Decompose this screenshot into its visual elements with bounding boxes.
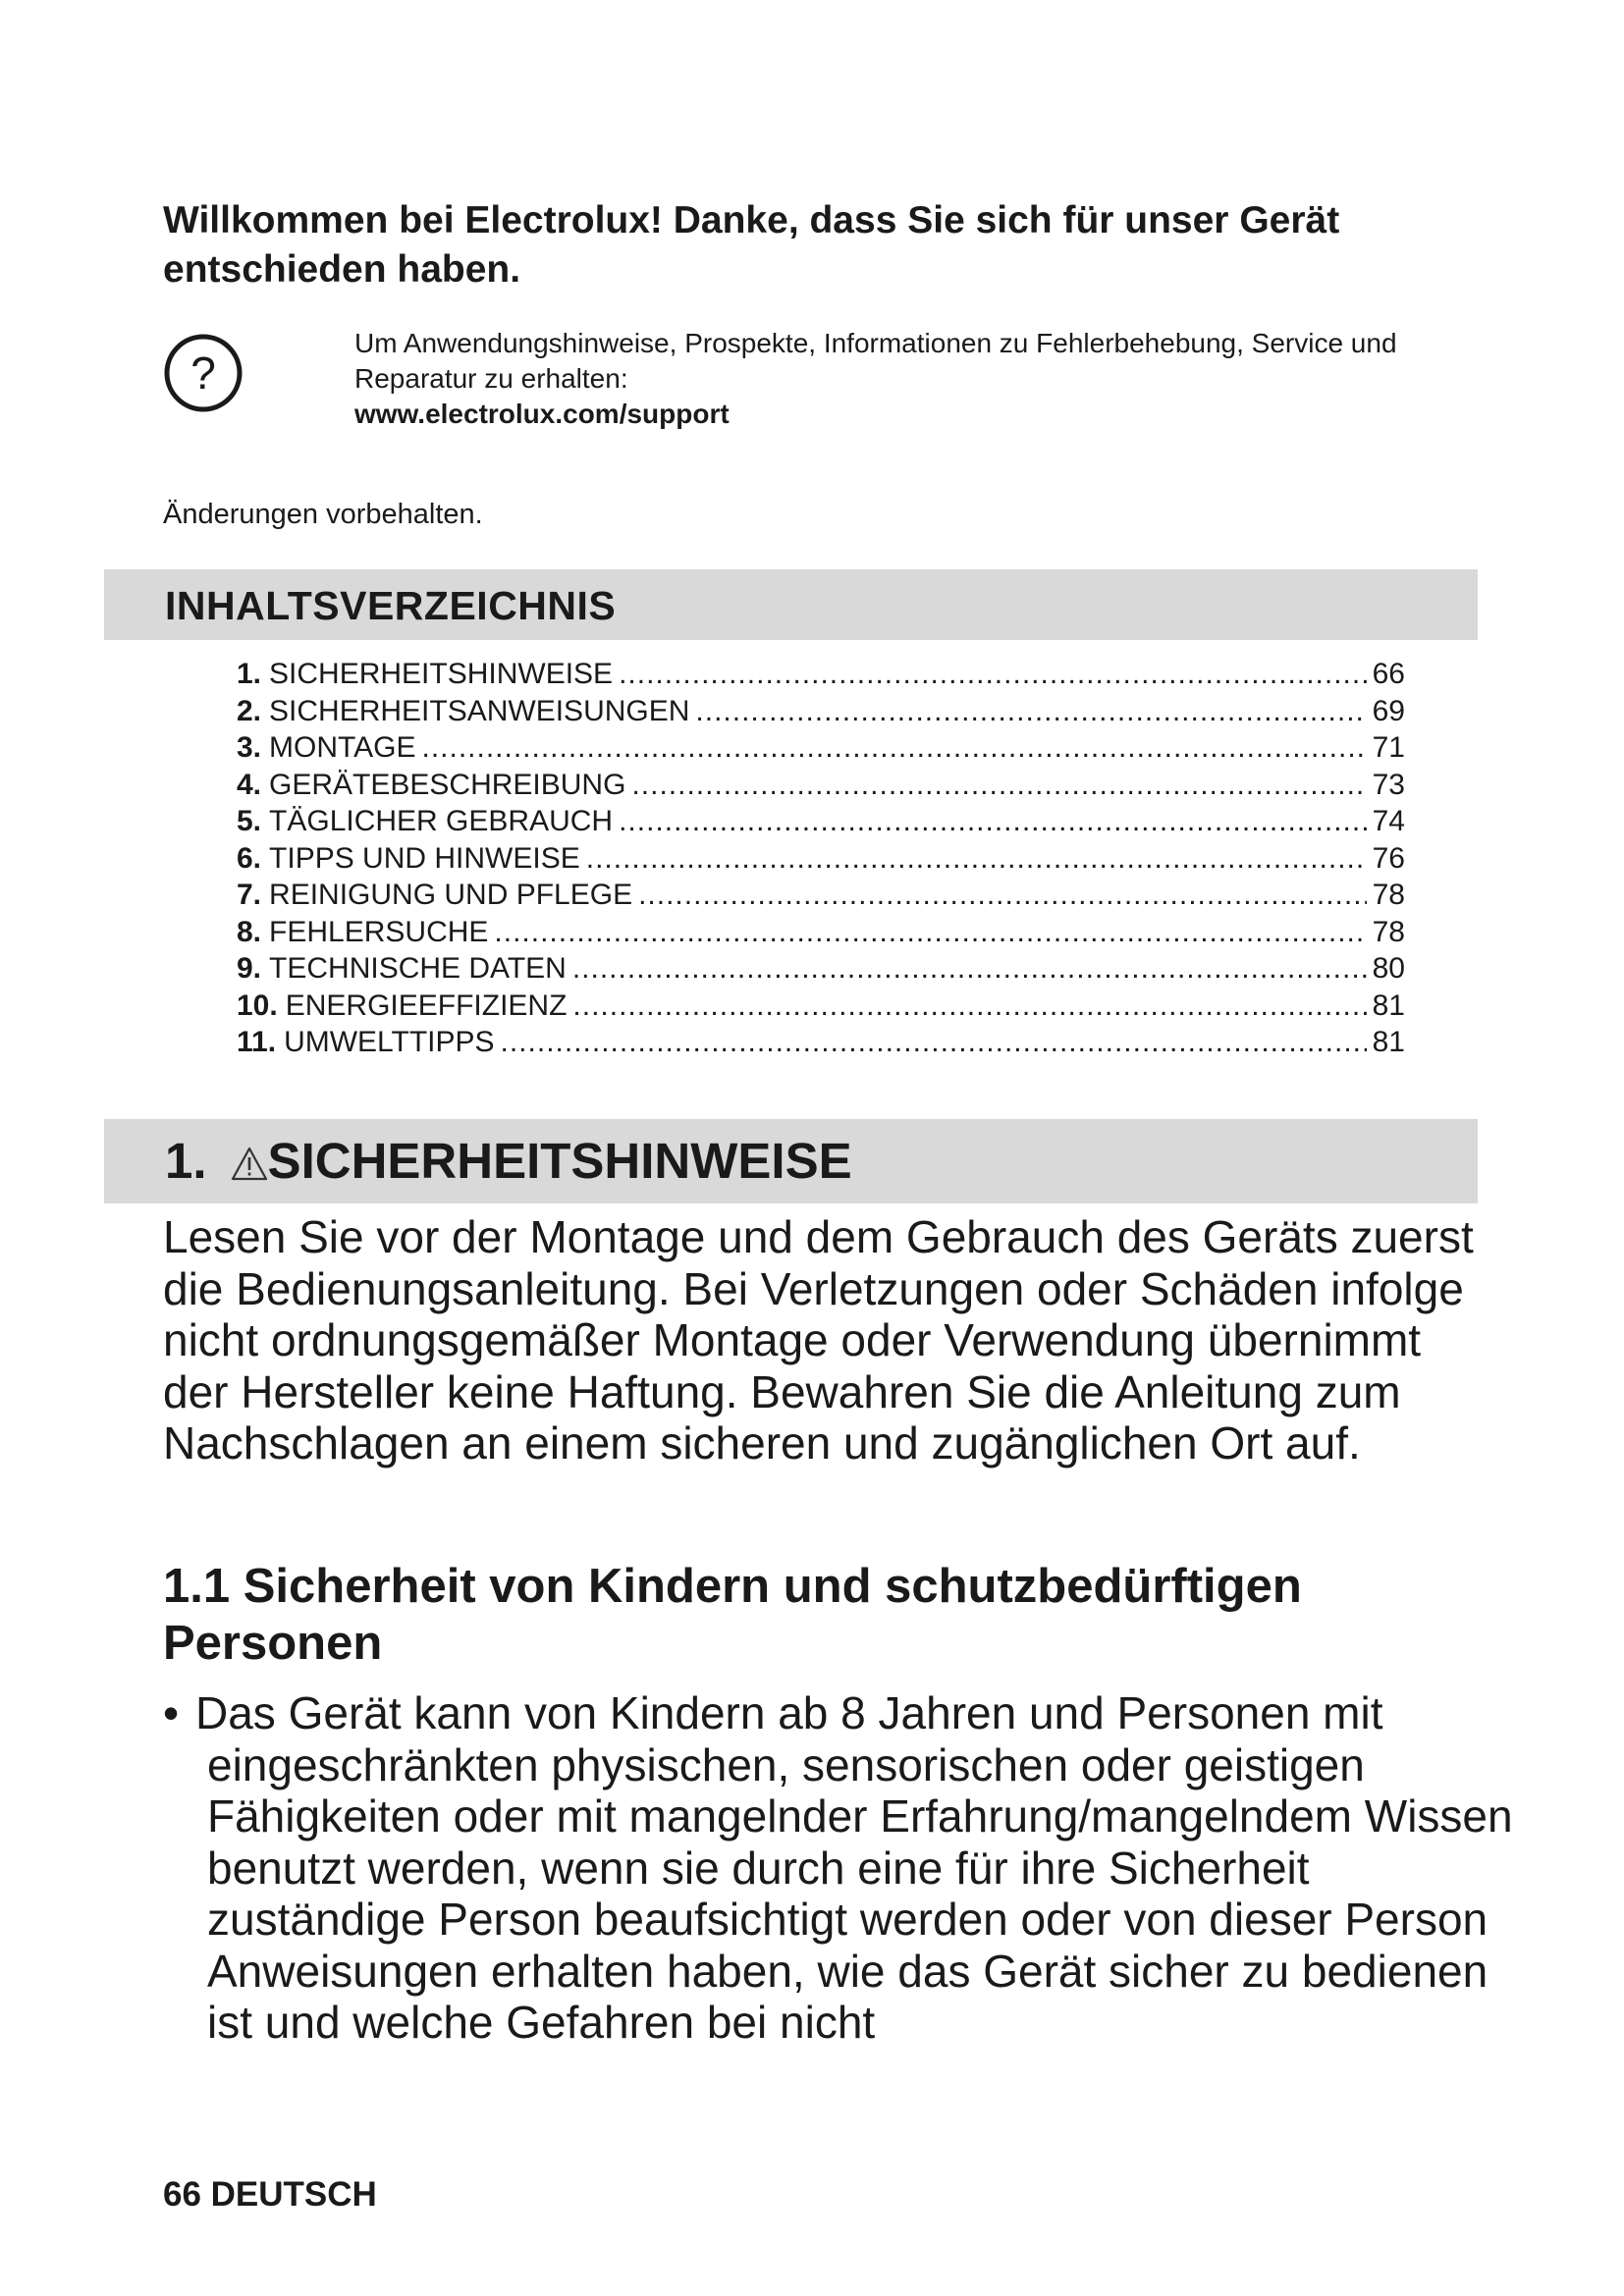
toc-item-number: 8.	[237, 915, 262, 948]
toc-leader-dots	[619, 656, 1367, 693]
toc-item-label: REINIGUNG UND PFLEGE	[269, 879, 633, 911]
toc-leader-dots	[631, 767, 1366, 804]
toc-item-page: 71	[1372, 731, 1405, 764]
toc-item-number: 11.	[237, 1026, 277, 1058]
toc-item-9[interactable]	[237, 950, 1405, 988]
toc-item-number: 6.	[237, 841, 262, 875]
toc-item-label: FEHLERSUCHE	[269, 915, 489, 948]
toc-item-3[interactable]	[237, 729, 1405, 767]
welcome-heading: Willkommen bei Electrolux! Danke, dass Sie sich für unser Gerät entschieden haben.	[163, 199, 1340, 291]
section-header-bar	[104, 1119, 1478, 1203]
toc-item-page: 78	[1372, 879, 1405, 911]
toc-item-4[interactable]	[237, 767, 1405, 804]
bullet-mark: •	[163, 1687, 180, 1738]
toc-item-label: ENERGIEEFFIZIENZ	[285, 988, 568, 1022]
section-title	[165, 1133, 852, 1190]
toc-header-bar	[104, 569, 1478, 640]
section-number: 1.	[165, 1133, 207, 1189]
svg-text:?: ?	[190, 347, 216, 399]
question-circle-icon	[162, 332, 244, 414]
toc-item-page: 80	[1372, 952, 1405, 985]
toc-item-page: 81	[1372, 1026, 1405, 1058]
toc-leader-dots	[586, 840, 1367, 878]
toc-item-label: TIPPS UND HINWEISE	[269, 841, 580, 875]
changes-note: Änderungen vorbehalten.	[163, 499, 483, 530]
toc-item-page: 74	[1372, 805, 1405, 837]
subsection-heading: 1.1 Sicherheit von Kindern und schutzbedürftigen Personen	[163, 1560, 1302, 1670]
warning-triangle-icon	[231, 1147, 268, 1182]
toc-item-8[interactable]	[237, 914, 1405, 951]
toc-item-6[interactable]	[237, 840, 1405, 878]
toc-item-11[interactable]	[237, 1024, 1405, 1061]
toc-item-label: SICHERHEITSHINWEISE	[269, 658, 614, 690]
toc-leader-dots	[619, 803, 1367, 840]
toc-item-1[interactable]	[237, 656, 1405, 693]
support-url-link[interactable]: www.electrolux.com/support	[354, 399, 730, 429]
toc-item-7[interactable]	[237, 877, 1405, 914]
toc-leader-dots	[501, 1024, 1367, 1061]
support-description: Um Anwendungshinweise, Prospekte, Informationen zu Fehlerbehebung, Service und Reparatur zu erhalten:	[354, 328, 1397, 394]
toc-item-number: 1.	[237, 658, 262, 690]
toc-item-number: 9.	[237, 952, 262, 985]
toc-item-label: SICHERHEITSANWEISUNGEN	[269, 694, 690, 727]
toc-leader-dots	[572, 988, 1366, 1025]
toc-item-number: 2.	[237, 694, 262, 727]
toc-leader-dots	[494, 914, 1366, 951]
page-footer: 66 DEUTSCH	[163, 2175, 377, 2214]
toc-item-label: TÄGLICHER GEBRAUCH	[269, 805, 614, 837]
toc-item-number: 4.	[237, 768, 262, 801]
toc-leader-dots	[695, 693, 1366, 730]
section-intro-paragraph: Lesen Sie vor der Montage und dem Gebrauch des Geräts zuerst die Bedienungsanleitung. Bei Verletzungen oder Schäden infolge nicht ordnungsgemäßer Montage oder Verwendung übernimmt der Hersteller keine Haftung. Bewahren Sie die Anleitung zum Nachschlagen an einem sicheren und zugänglichen Ort auf.	[163, 1211, 1474, 1468]
bullet-text: Das Gerät kann von Kindern ab 8 Jahren und Personen mit eingeschränkten physischen, sensorischen oder geistigen Fähigkeiten oder mit mangelnder Erfahrung/mangelndem Wissen benutzt werden, wenn sie durch eine für ihre Sicherheit zuständige Person beaufsichtigt werden oder von dieser Person Anweisungen erhalten haben, wie das Gerät sicher zu bedienen ist und welche Gefahren bei nicht	[195, 1687, 1513, 2048]
section-title-text: SICHERHEITSHINWEISE	[267, 1133, 852, 1189]
toc-leader-dots	[572, 950, 1367, 988]
toc-item-page: 78	[1372, 915, 1405, 948]
toc-item-page: 66	[1372, 658, 1405, 690]
toc-item-2[interactable]	[237, 693, 1405, 730]
table-of-contents	[237, 656, 1405, 1061]
toc-item-page: 69	[1372, 694, 1405, 727]
toc-item-5[interactable]	[237, 803, 1405, 840]
toc-item-number: 10.	[237, 988, 278, 1022]
toc-item-label: TECHNISCHE DATEN	[269, 952, 567, 985]
toc-item-10[interactable]	[237, 988, 1405, 1025]
toc-item-label: MONTAGE	[269, 731, 416, 764]
toc-item-page: 81	[1372, 988, 1405, 1022]
bullet-paragraph	[163, 1687, 1518, 2049]
toc-item-label: UMWELTTIPPS	[284, 1026, 495, 1058]
toc-title: INHALTSVERZEICHNIS	[165, 583, 617, 628]
toc-item-page: 73	[1372, 768, 1405, 801]
toc-item-number: 5.	[237, 805, 262, 837]
toc-item-page: 76	[1372, 841, 1405, 875]
toc-item-number: 3.	[237, 731, 262, 764]
toc-item-number: 7.	[237, 879, 262, 911]
toc-leader-dots	[638, 877, 1367, 914]
toc-leader-dots	[421, 729, 1366, 767]
toc-item-label: GERÄTEBESCHREIBUNG	[269, 768, 626, 801]
support-info	[354, 326, 1484, 432]
